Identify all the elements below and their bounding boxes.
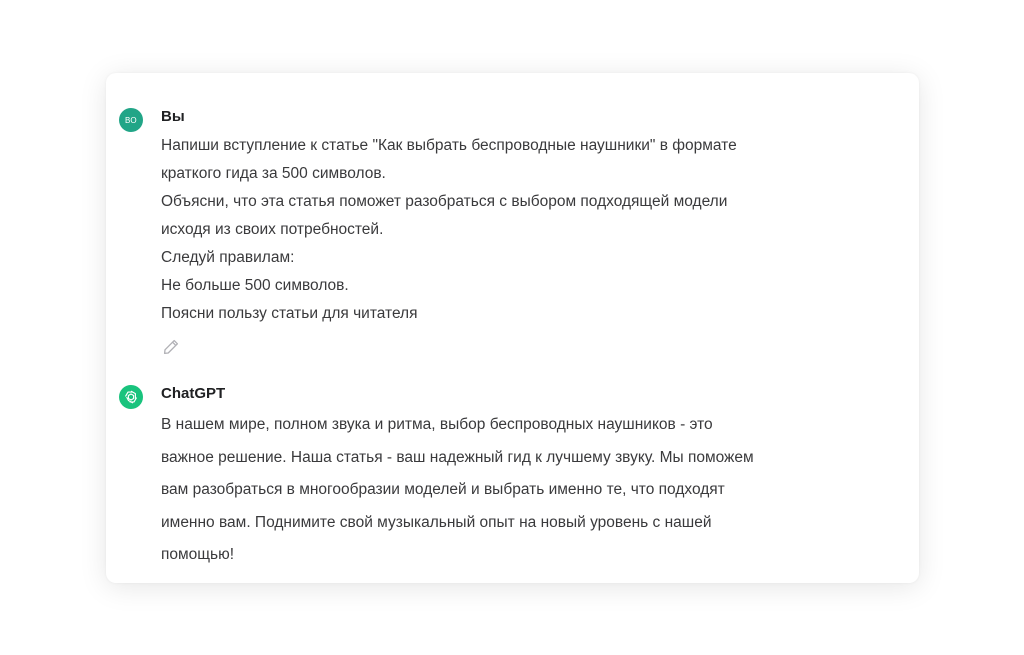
assistant-message-line: В нашем мире, полном звука и ритма, выбор беспроводных наушников - это: [161, 416, 713, 433]
assistant-message-line: важное решение. Наша статья - ваш надежный гид к лучшему звуку. Мы поможем: [161, 448, 754, 466]
assistant-message-text: [161, 409, 901, 572]
openai-logo-icon: [119, 385, 143, 409]
user-message-line: краткого гида за 500 символов.: [161, 165, 386, 182]
openai-logo-svg: [123, 389, 139, 405]
pencil-icon[interactable]: [162, 338, 180, 356]
assistant-message-line: помощью!: [161, 546, 235, 563]
user-avatar-initials: ВО: [125, 115, 137, 125]
assistant-message-line: именно вам. Поднимите свой музыкальный опыт на новый уровень с нашей: [161, 513, 712, 531]
user-message-line: Поясни пользу статьи для читателя: [161, 305, 418, 322]
user-message-text: [161, 132, 901, 328]
user-message-line: Не больше 500 символов.: [161, 277, 349, 294]
assistant-author-name: ChatGPT: [161, 385, 226, 402]
assistant-message-line: вам разобраться в многообразии моделей и выбрать именно те, что подходят: [161, 481, 725, 498]
user-message-line: Напиши вступление к статье "Как выбрать беспроводные наушники" в формате: [161, 137, 737, 154]
user-message-line: Объясни, что эта статья поможет разобраться с выбором подходящей модели: [161, 193, 728, 210]
chat-card: [106, 73, 919, 583]
user-message-line: исходя из своих потребностей.: [161, 221, 384, 238]
user-avatar: [119, 108, 143, 132]
user-author-name: Вы: [161, 108, 185, 125]
user-message-line: Следуй правилам:: [161, 249, 295, 266]
pencil-icon-svg: [162, 338, 180, 356]
